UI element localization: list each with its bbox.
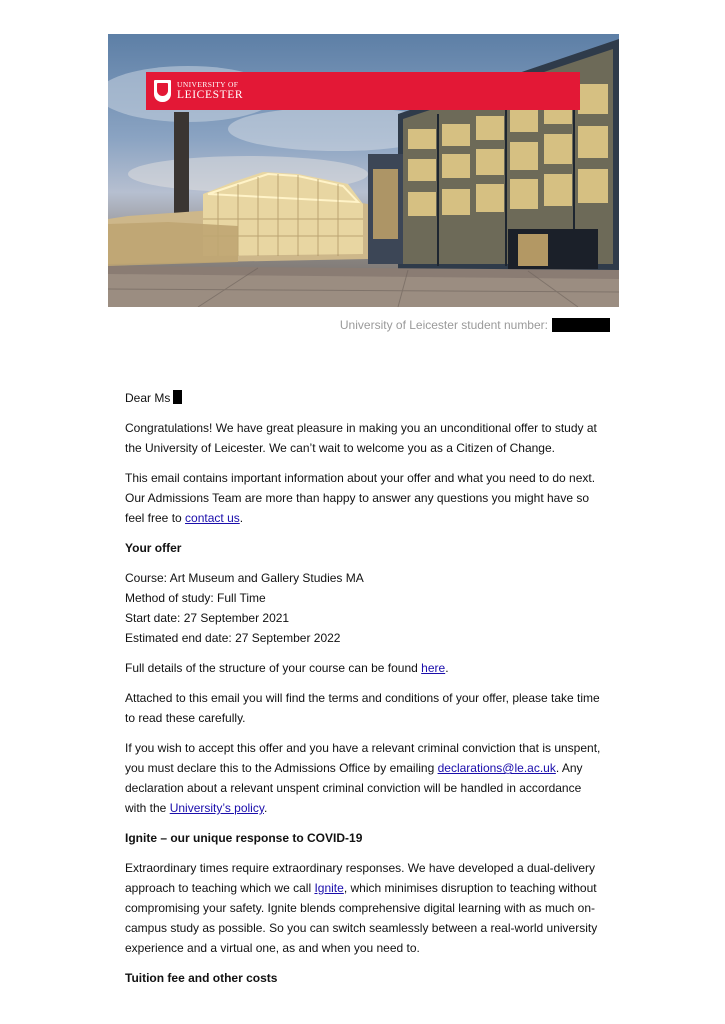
terms-paragraph: Attached to this email you will find the terms and conditions of your offer, please take time to read these carefully. [125,691,600,725]
intro-p2-end: . [239,511,244,525]
course-details-end: . [445,661,449,675]
criminal-conviction-paragraph [125,738,603,818]
redacted-name [173,390,182,404]
logo-text-line1: UNIVERSITY OF [177,80,239,89]
university-logo-banner[interactable] [146,72,580,110]
offer-end-date: Estimated end date: 27 September 2022 [125,631,341,645]
ignite-text-1: Extraordinary times require extraordinary responses. We have developed a dual-delivery approach to teaching which we call [125,861,596,895]
hero-campus-image [108,34,619,307]
course-details-text: Full details of the structure of your course can be found [125,661,422,675]
letter-body [125,388,603,998]
offer-details [125,568,603,648]
intro-paragraph-2 [125,468,603,528]
ignite-link[interactable]: Ignite [314,881,344,895]
offer-method: Method of study: Full Time [125,591,266,605]
ignite-heading: Ignite – our unique response to COVID-19 [125,831,363,845]
ignite-text-2: , which minimises disruption to teaching without compromising your safety. Ignite blends comprehensive digital learning with as much on-campus study as possible. So you can switch seamlessly between a real-world university experience and a virtual one, as and when you need to. [125,881,598,955]
greeting [125,388,603,408]
student-number-label: University of Leicester student number: [339,318,548,332]
course-details-paragraph [125,658,603,678]
course-details-link[interactable]: here [421,661,446,675]
offer-heading: Your offer [125,541,182,555]
intro-p2-text: This email contains important information about your offer and what you need to do next. Our Admissions Team are more than happy to answer any questions you might have so feel free to [125,471,596,525]
offer-start-date: Start date: 27 September 2021 [125,611,290,625]
criminal-text-3: . [263,801,268,815]
contact-us-link[interactable]: contact us [185,511,240,525]
student-number-row [340,318,610,332]
university-policy-link[interactable]: University’s policy [169,801,264,815]
ignite-paragraph [125,858,603,958]
redacted-student-number [552,318,610,332]
greeting-text: Dear Ms [125,391,171,405]
declarations-email-link[interactable]: declarations@le.ac.uk [437,761,556,775]
offer-course: Course: Art Museum and Gallery Studies MA [125,571,364,585]
intro-paragraph-1: Congratulations! We have great pleasure in making you an unconditional offer to study at the University of Leicester. We can’t wait to welcome you as a Citizen of Change. [125,421,597,455]
criminal-text-2: . Any declaration about a relevant unspent criminal conviction will be handled in accordance with the [125,761,583,815]
tuition-fee-heading: Tuition fee and other costs [125,971,278,985]
criminal-text-1: If you wish to accept this offer and you have a relevant criminal conviction that is unspent, you must declare this to the Admissions Office by emailing [125,741,601,775]
university-crest-icon [154,80,171,102]
logo-text-line2: LEICESTER [177,89,244,101]
